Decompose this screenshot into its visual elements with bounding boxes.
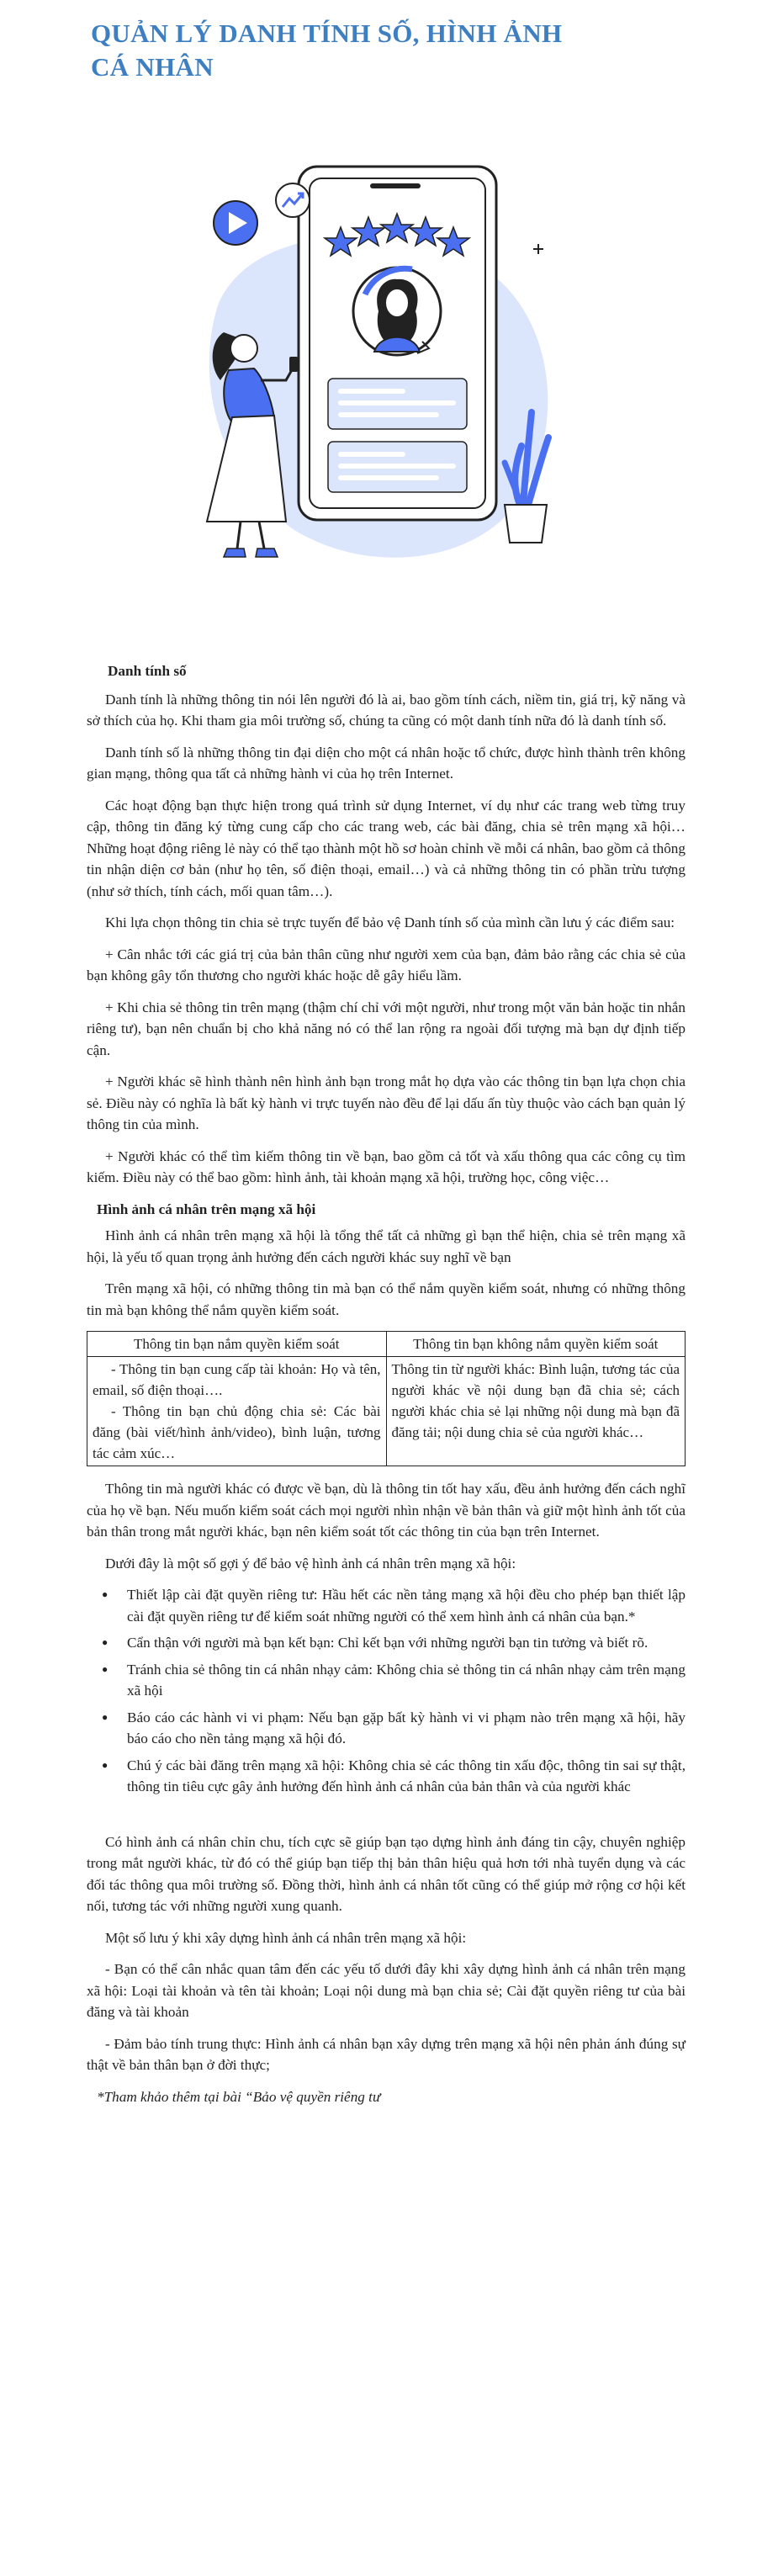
trend-chart-icon <box>276 183 310 217</box>
list-item: ● Cẩn thận với người mà bạn kết bạn: Chỉ kết bạn với những người bạn tin tưởng và biết rõ. <box>127 1632 686 1654</box>
list-item: + Người khác có thể tìm kiếm thông tin về bạn, bao gồm cả tốt và xấu thông qua các công cụ tìm kiếm. Điều này có thể bao gồm: hình ảnh, tài khoản mạng xã hội, trường học, công việc… <box>87 1148 686 1185</box>
paragraph: Dưới đây là một số gợi ý để bảo vệ hình ảnh cá nhân trên mạng xã hội: <box>105 1555 516 1572</box>
sparkle-icon <box>533 244 543 254</box>
phone-notch <box>370 183 421 188</box>
reference-note: *Tham khảo thêm tại bài “Bảo vệ quyền riêng tư <box>97 2088 381 2105</box>
section-heading-personal-image: Hình ảnh cá nhân trên mạng xã hội <box>97 1201 316 1217</box>
paragraph: Khi lựa chọn thông tin chia sẻ trực tuyến để bảo vệ Danh tính số của mình cần lưu ý các điểm sau: <box>105 914 675 930</box>
list-item: + Người khác sẽ hình thành nên hình ảnh bạn trong mắt họ dựa vào các thông tin bạn lựa chọn chia sẻ. Điều này có nghĩa là bất kỳ hành vi trực tuyến nào đều để lại dấu ấn tùy thuộc vào cách bạn quản lý thông tin của mình. <box>87 1073 686 1132</box>
list-item: + Cân nhắc tới các giá trị của bản thân cũng như người xem của bạn, đảm bảo rằng các chia sẻ của bạn không gây tổn thương cho người khác hoặc dễ gây hiểu lầm. <box>87 946 686 983</box>
list-item: ● Thiết lập cài đặt quyền riêng tư: Hầu hết các nền tảng mạng xã hội đều cho phép bạn thiết lập cài đặt quyền riêng tư để kiểm soát những người có thể xem hình ảnh cá nhân của bạn.* <box>127 1584 686 1627</box>
list-item: - Đảm bảo tính trung thực: Hình ảnh cá nhân bạn xây dựng trên mạng xã hội nên phản ánh đúng sự thật về bản thân bạn ở đời thực; <box>87 2035 686 2073</box>
table-cell-text: Thông tin từ người khác: Bình luận, tương tác của người khác về nội dung bạn đã chia sẻ; cách người khác chia sẻ lại những nội dung mà bạn đã đăng tải; nội dung chia sẻ của người khác… <box>391 1361 680 1440</box>
table-header-controlled: Thông tin bạn nắm quyền kiểm soát <box>87 1332 387 1357</box>
list-item: ● Tránh chia sẻ thông tin cá nhân nhạy cảm: Không chia sẻ thông tin cá nhân nhạy cảm trên mạng xã hội <box>127 1659 686 1702</box>
table-header-uncontrolled: Thông tin bạn không nắm quyền kiểm soát <box>386 1332 686 1357</box>
list-item: - Bạn có thể cân nhắc quan tâm đến các yếu tố dưới đây khi xây dựng hình ảnh cá nhân trên mạng xã hội: Loại tài khoản và tên tài khoản; Loại nội dung mà bạn chia sẻ; Cài đặt quyền riêng tư của bài đăng và tài khoản <box>87 1961 686 2020</box>
list-item: ● Chú ý các bài đăng trên mạng xã hội: Không chia sẻ các thông tin xấu độc, thông tin sai sự thật, thông tin tiêu cực gây ảnh hưởng đến hình ảnh cá nhân của bản thân và của người khác <box>127 1755 686 1798</box>
paragraph: Trên mạng xã hội, có những thông tin mà bạn có thể nắm quyền kiểm soát, nhưng có những thông tin mà bạn không thể nắm quyền kiểm soát. <box>87 1280 686 1318</box>
table-cell-uncontrolled <box>386 1357 686 1466</box>
section-heading-digital-identity: Danh tính số <box>108 663 187 679</box>
table-cell-controlled <box>87 1357 387 1466</box>
profile-avatar-icon <box>353 268 441 355</box>
list-item: ● Báo cáo các hành vi vi phạm: Nếu bạn gặp bất kỳ hành vi vi phạm nào trên mạng xã hội, hãy báo cáo cho nền tảng mạng xã hội đó. <box>127 1707 686 1750</box>
table-cell-text: - Thông tin bạn cung cấp tài khoản: Họ và tên, email, số điện thoại…. <box>93 1361 381 1398</box>
paragraph: Thông tin mà người khác có được về bạn, dù là thông tin tốt hay xấu, đều ảnh hưởng đến cách nghĩ của họ về bạn. Nếu muốn kiểm soát cách mọi người nhìn nhận về bản thân và giữ một hình ảnh tốt của bản thân trong mắt người khác, bạn nên kiểm soát tốt các thông tin của bạn trên Internet. <box>87 1481 686 1540</box>
table-row <box>87 1357 686 1466</box>
spacer <box>87 1808 686 1831</box>
paragraph: Danh tính số là những thông tin đại diện cho một cá nhân hoặc tổ chức, được hình thành trên không gian mạng, thông qua tất cả những hành vi của họ trên Internet. <box>87 744 686 782</box>
table-header-row <box>87 1332 686 1357</box>
play-icon <box>214 201 257 245</box>
paragraph: Các hoạt động bạn thực hiện trong quá trình sử dụng Internet, ví dụ như các trang web từng truy cập, thông tin đăng ký từng cung cấp cho các trang web, các bài đăng, chia sẻ trên mạng xã hội… Những hoạt động riêng lẻ này có thể tạo thành một hồ sơ hoàn chỉnh về mỗi cá nhân, bao gồm cả thông tin nhận diện cơ bản (như họ tên, số điện thoại, email…) và cả những thông tin có phần trừu tượng (như sở thích, tính cách, mối quan tâm…). <box>87 797 686 899</box>
tips-list <box>87 1584 686 1798</box>
article-body <box>87 660 686 2118</box>
paragraph: Hình ảnh cá nhân trên mạng xã hội là tổng thể tất cả những gì bạn thể hiện, chia sẻ trên mạng xã hội, là yếu tố quan trọng ảnh hưởng đến cách người khác suy nghĩ về bạn <box>87 1227 686 1265</box>
page-title: QUẢN LÝ DANH TÍNH SỐ, HÌNH ẢNH CÁ NHÂN <box>91 19 563 82</box>
table-cell-text: - Thông tin bạn chủ động chia sẻ: Các bài đăng (bài viết/hình ảnh/video), bình luận, tương tác cảm xúc… <box>93 1403 381 1461</box>
paragraph: Có hình ảnh cá nhân chỉn chu, tích cực sẽ giúp bạn tạo dựng hình ảnh đáng tin cậy, chuyên nghiệp trong mắt người khác, từ đó có thể giúp bạn tiếp thị bản thân hiệu quả hơn tới nhà tuyển dụng và các đối tác thông qua môi trường số. Đồng thời, hình ảnh cá nhân tốt cũng có thể giúp mở rộng cơ hội kết nối, tương tác với những người xung quanh. <box>87 1833 686 1914</box>
paragraph: Một số lưu ý khi xây dựng hình ảnh cá nhân trên mạng xã hội: <box>105 1929 467 1946</box>
list-item: + Khi chia sẻ thông tin trên mạng (thậm chí chỉ với một người, như trong một văn bản hoặc tin nhắn riêng tư), bạn nên chuẩn bị cho khả năng nó có thể lan rộng ra ngoài đối tượng mà bạn dự định tiếp cận. <box>87 999 686 1058</box>
paragraph: Danh tính là những thông tin nói lên người đó là ai, bao gồm tính cách, niềm tin, giá trị, kỹ năng và sở thích của họ. Khi tham gia môi trường số, chúng ta cũng có một danh tính nữa đó là danh tính số. <box>87 691 686 729</box>
control-info-table <box>87 1331 686 1466</box>
digital-identity-illustration <box>160 160 597 572</box>
